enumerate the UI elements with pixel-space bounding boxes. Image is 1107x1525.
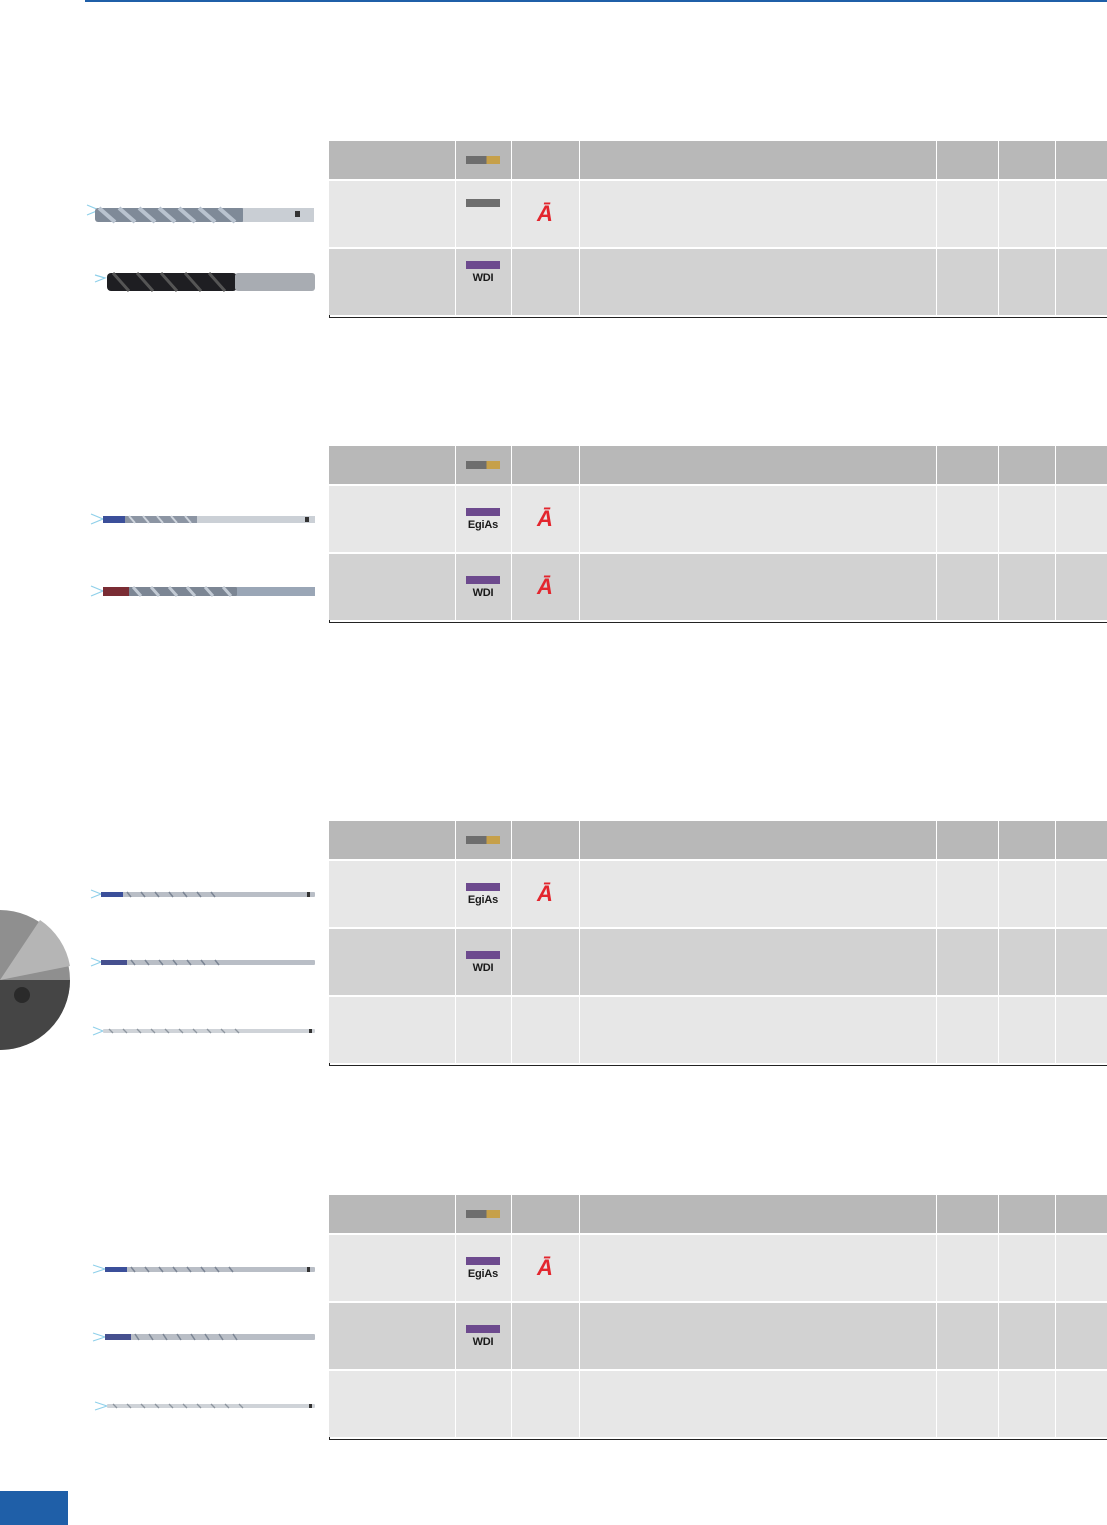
recommended-mark: Ā: [537, 1255, 553, 1280]
header-cell: [455, 1195, 511, 1234]
spec-table-2: [329, 446, 1107, 620]
header-cell: [329, 141, 455, 180]
recommended-mark: Ā: [537, 881, 553, 906]
grade-color-swatch: [466, 951, 500, 959]
recommended-mark: Ā: [537, 201, 553, 226]
drill-image-long-red: [85, 578, 317, 606]
drill-image-long-blue: [85, 506, 317, 534]
grade-color-swatch: [466, 883, 500, 891]
header-cell: [511, 1195, 579, 1234]
drill-image-xlong-blue-2: [85, 952, 317, 974]
coating-legend-icon: [466, 461, 500, 469]
grade-label: WDI: [472, 961, 494, 974]
header-cell: [329, 446, 455, 485]
header-cell: [1055, 141, 1107, 180]
header-cell: [998, 141, 1055, 180]
grade-color-swatch: [466, 576, 500, 584]
drill-image-stub-black: [85, 265, 317, 299]
top-rule: [85, 0, 1107, 2]
drill-image-stub-silver: [85, 196, 317, 240]
table-row: [329, 860, 1107, 928]
table-row: [329, 996, 1107, 1063]
header-cell: [329, 1195, 455, 1234]
header-cell: [455, 821, 511, 860]
header-cell: [936, 141, 998, 180]
drill-image-xlong-blue-3: [85, 1259, 317, 1281]
grade-color-swatch: [466, 508, 500, 516]
header-cell: [511, 821, 579, 860]
header-cell: [1055, 1195, 1107, 1234]
table-row: [329, 180, 1107, 248]
table-row: [329, 928, 1107, 996]
grade-color-swatch: [466, 199, 500, 207]
grade-color-swatch: [466, 261, 500, 269]
header-cell: [998, 446, 1055, 485]
header-cell: [511, 141, 579, 180]
table-row: [329, 1302, 1107, 1370]
grade-label: EgiAs: [467, 518, 499, 531]
header-cell: [1055, 446, 1107, 485]
spec-table-1: [329, 141, 1107, 315]
grade-label: EgiAs: [467, 1267, 499, 1280]
recommended-mark: Ā: [537, 506, 553, 531]
grade-label: WDI: [472, 1335, 494, 1348]
table-row: [329, 485, 1107, 553]
header-cell: [998, 1195, 1055, 1234]
drill-image-xlong-blue: [85, 884, 317, 906]
coating-legend-icon: [466, 836, 500, 844]
table-row: [329, 553, 1107, 620]
header-cell: [579, 446, 936, 485]
header-cell: [455, 446, 511, 485]
header-cell: [455, 141, 511, 180]
header-cell: [1055, 821, 1107, 860]
header-cell: [936, 446, 998, 485]
section-disc-graphic: [0, 908, 70, 1051]
grade-label: WDI: [472, 586, 494, 599]
table-row: [329, 248, 1107, 315]
grade-color-swatch: [466, 1257, 500, 1265]
header-cell: [936, 1195, 998, 1234]
header-cell: [329, 821, 455, 860]
drill-image-xlong-silver: [85, 1021, 317, 1043]
grade-label: WDI: [472, 271, 494, 284]
drill-image-xlong-silver-2: [85, 1396, 317, 1418]
spec-table-4: [329, 1195, 1107, 1437]
spec-table-3: [329, 821, 1107, 1063]
coating-legend-icon: [466, 156, 500, 164]
header-cell: [579, 141, 936, 180]
table-row: [329, 1234, 1107, 1302]
header-cell: [936, 821, 998, 860]
header-cell: [998, 821, 1055, 860]
coating-legend-icon: [466, 1210, 500, 1218]
grade-color-swatch: [466, 1325, 500, 1333]
header-cell: [511, 446, 579, 485]
header-cell: [579, 821, 936, 860]
grade-label: EgiAs: [467, 893, 499, 906]
header-cell: [579, 1195, 936, 1234]
recommended-mark: Ā: [537, 574, 553, 599]
drill-image-xlong-blue-4: [85, 1327, 317, 1349]
page-number-tab: [0, 1491, 68, 1525]
table-row: [329, 1370, 1107, 1437]
